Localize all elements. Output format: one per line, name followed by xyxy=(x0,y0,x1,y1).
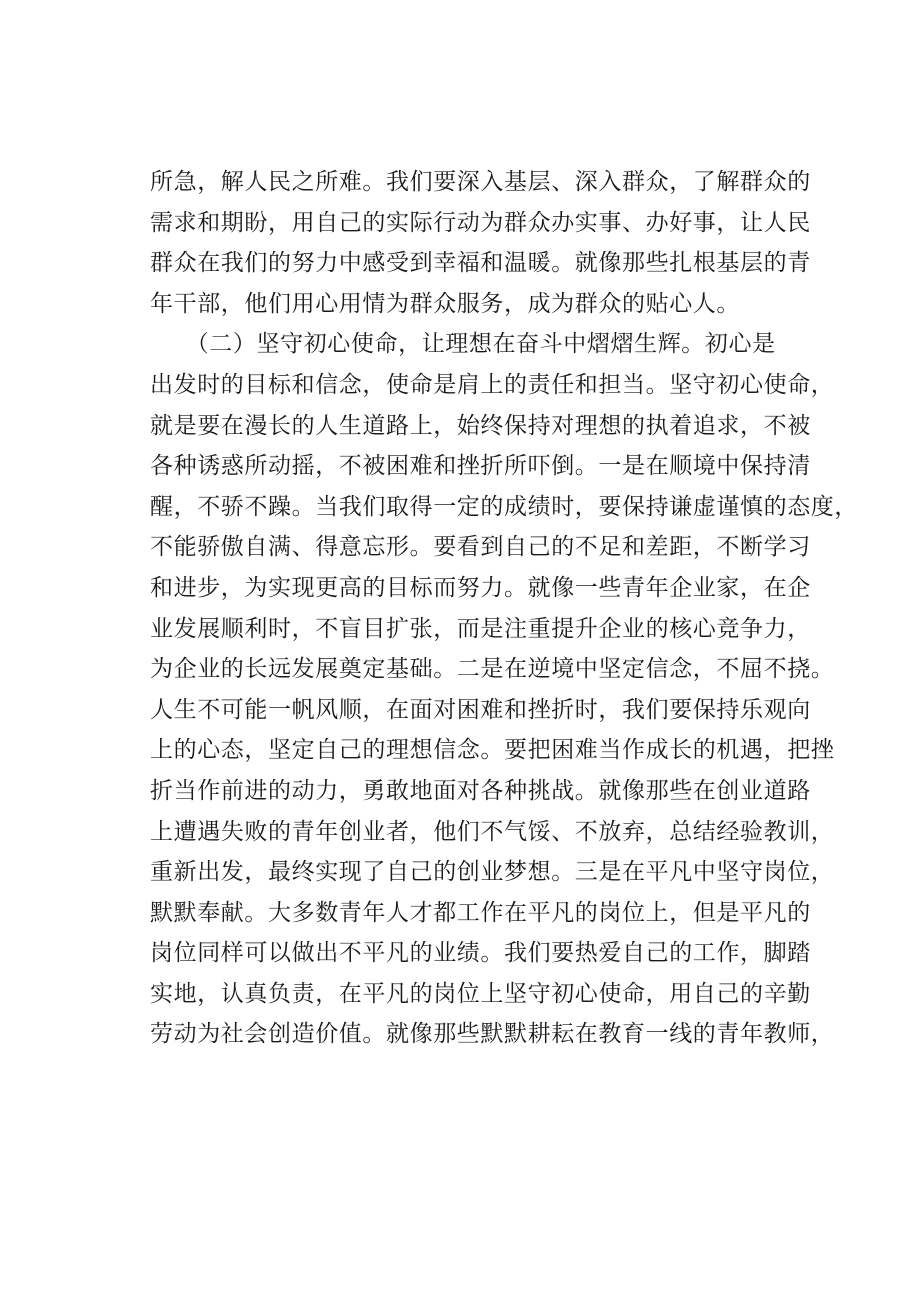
text-line: 默默奉献。大多数青年人才都工作在平凡的岗位上，但是平凡的 xyxy=(150,899,811,926)
text-line: 折当作前进的动力，勇敢地面对各种挑战。就像那些在创业道路 xyxy=(150,777,811,804)
text-line: 为企业的长远发展奠定基础。二是在逆境中坚定信念，不屈不挠。 xyxy=(150,656,835,683)
body-text xyxy=(150,162,858,1055)
text-line: 群众在我们的努力中感受到幸福和温暖。就像那些扎根基层的青 xyxy=(150,250,811,277)
text-line: 业发展顺利时，不盲目扩张，而是注重提升企业的核心竞争力， xyxy=(150,615,811,642)
text-line: 上遭遇失败的青年创业者，他们不气馁、不放弃，总结经验教训， xyxy=(150,818,835,845)
text-line: 上的心态，坚定自己的理想信念。要把困难当作成长的机遇，把挫 xyxy=(150,737,835,764)
text-line: 出发时的目标和信念，使命是肩上的责任和担当。坚守初心使命， xyxy=(150,371,835,398)
text-line: 岗位同样可以做出不平凡的业绩。我们要热爱自己的工作，脚踏 xyxy=(150,940,811,967)
text-line: 不能骄傲自满、得意忘形。要看到自己的不足和差距，不断学习 xyxy=(150,534,811,561)
text-line: 就是要在漫长的人生道路上，始终保持对理想的执着追求，不被 xyxy=(150,412,811,439)
text-line: 醒，不骄不躁。当我们取得一定的成绩时，要保持谦虚谨慎的态度， xyxy=(150,493,858,520)
text-line: 重新出发，最终实现了自己的创业梦想。三是在平凡中坚守岗位， xyxy=(150,859,835,886)
text-line: 实地，认真负责，在平凡的岗位上坚守初心使命，用自己的辛勤 xyxy=(150,980,811,1007)
text-line: 和进步，为实现更高的目标而努力。就像一些青年企业家，在企 xyxy=(150,574,811,601)
text-line: 人生不可能一帆风顺，在面对困难和挫折时，我们要保持乐观向 xyxy=(150,696,811,723)
text-line: 劳动为社会创造价值。就像那些默默耕耘在教育一线的青年教师， xyxy=(150,1021,835,1048)
text-line: 所急，解人民之所难。我们要深入基层、深入群众，了解群众的 xyxy=(150,169,811,195)
text-line: 年干部，他们用心用情为群众服务，成为群众的贴心人。 xyxy=(150,290,740,317)
section-heading-line: （二）坚守初心使命，让理想在奋斗中熠熠生辉。初心是 xyxy=(150,331,776,358)
text-line: 各种诱惑所动摇，不被困难和挫折所吓倒。一是在顺境中保持清 xyxy=(150,453,811,480)
text-line: 需求和期盼，用自己的实际行动为群众办实事、办好事，让人民 xyxy=(150,209,811,236)
